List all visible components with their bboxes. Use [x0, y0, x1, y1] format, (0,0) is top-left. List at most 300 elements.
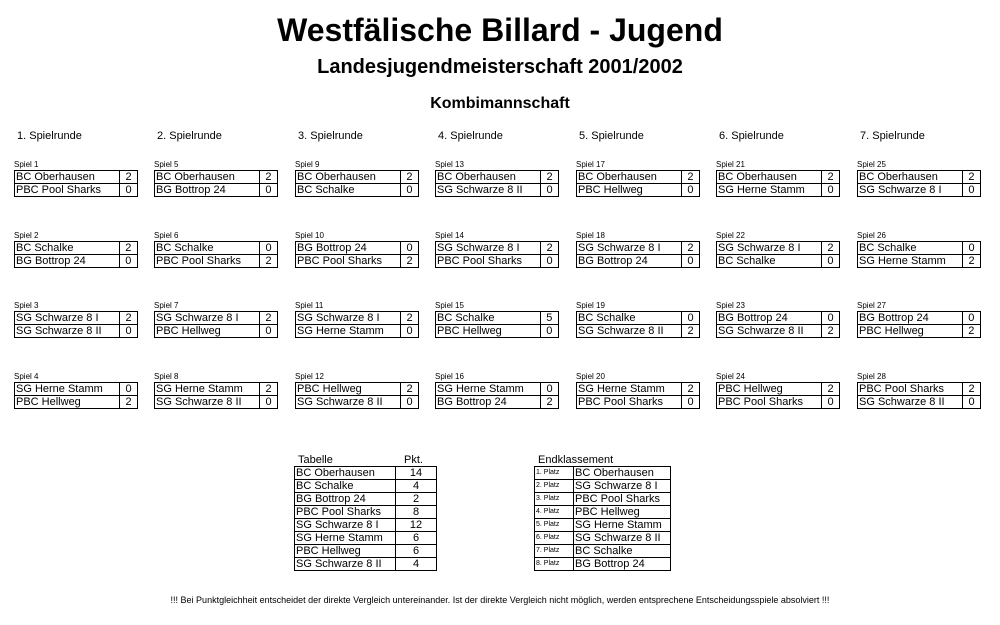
team-score: 2: [962, 325, 980, 338]
team-name: BG Bottrop 24: [296, 242, 401, 255]
final-ranking: [534, 454, 671, 571]
team-name: BC Oberhausen: [577, 171, 682, 184]
game-label: Spiel 27: [857, 301, 886, 310]
game-label: Spiel 13: [435, 160, 464, 169]
game-block: [154, 160, 278, 197]
game-row: [436, 383, 559, 396]
game-block: [295, 301, 419, 338]
game-row: [296, 383, 419, 396]
game-row: [577, 312, 700, 325]
game-row: [858, 312, 981, 325]
game-block: [435, 301, 559, 338]
game-table: [435, 311, 559, 338]
game-table: [857, 311, 981, 338]
game-block: [14, 372, 138, 409]
game-block: [716, 372, 840, 409]
standings-row: [295, 480, 437, 493]
page-subtitle: Landesjugendmeisterschaft 2001/2002: [317, 56, 683, 78]
game-block: [857, 372, 981, 409]
ranking-place: 4. Platz: [535, 506, 574, 519]
game-table: [716, 382, 840, 409]
game-table: [435, 170, 559, 197]
team-name: BC Schalke: [15, 242, 120, 255]
game-table: [295, 382, 419, 409]
game-block: [435, 231, 559, 268]
game-table: [154, 311, 278, 338]
game-table: [14, 311, 138, 338]
game-block: [154, 372, 278, 409]
game-row: [436, 242, 559, 255]
game-row: [15, 383, 138, 396]
standings-team: PBC Pool Sharks: [295, 506, 396, 519]
team-score: 2: [259, 171, 277, 184]
game-row: [15, 255, 138, 268]
standings-header: [294, 454, 436, 466]
game-block: [295, 160, 419, 197]
team-score: 0: [541, 383, 559, 396]
team-name: PBC Hellweg: [577, 184, 682, 197]
team-score: 2: [120, 312, 138, 325]
game-block: [576, 231, 700, 268]
team-score: 0: [119, 255, 137, 268]
game-row: [858, 255, 981, 268]
team-score: 0: [681, 255, 699, 268]
standings-row: [295, 506, 437, 519]
team-name: SG Schwarze 8 I: [296, 312, 401, 325]
game-row: [577, 171, 700, 184]
team-name: SG Schwarze 8 II: [717, 325, 822, 338]
ranking-row: [535, 532, 671, 545]
game-row: [15, 184, 138, 197]
game-row: [858, 184, 981, 197]
ranking-place: 5. Platz: [535, 519, 574, 532]
page-title: Westfälische Billard - Jugend: [277, 12, 723, 48]
game-row: [717, 171, 840, 184]
team-score: 2: [821, 242, 839, 255]
game-block: [716, 301, 840, 338]
team-name: PBC Pool Sharks: [296, 255, 401, 268]
team-name: BC Schalke: [296, 184, 401, 197]
team-name: BG Bottrop 24: [577, 255, 682, 268]
ranking-place: 2. Platz: [535, 480, 574, 493]
standings-row: [295, 545, 437, 558]
game-label: Spiel 23: [716, 301, 745, 310]
standings-row: [295, 519, 437, 532]
game-table: [295, 170, 419, 197]
standings-points: 6: [396, 545, 437, 558]
team-score: 2: [822, 325, 840, 338]
game-row: [717, 383, 840, 396]
standings-team: BC Schalke: [295, 480, 396, 493]
game-block: [716, 231, 840, 268]
game-block: [435, 160, 559, 197]
game-label: Spiel 10: [295, 231, 324, 240]
game-table: [576, 382, 700, 409]
game-block: [857, 301, 981, 338]
team-score: 2: [259, 312, 277, 325]
team-name: BC Oberhausen: [296, 171, 401, 184]
game-block: [857, 231, 981, 268]
game-row: [858, 242, 981, 255]
game-row: [296, 325, 419, 338]
game-block: [295, 372, 419, 409]
standings-table: [294, 454, 437, 571]
footer-note: !!! Bei Punktgleichheit entscheidet der direkte Vergleich untereinander. Ist der direkte Vergleich nicht möglich, werden entsprechene Entscheidungsspiele absolviert !!!: [170, 595, 830, 605]
game-row: [155, 325, 278, 338]
ranking-place: 3. Platz: [535, 493, 574, 506]
game-row: [577, 325, 700, 338]
team-score: 0: [401, 242, 419, 255]
game-row: [155, 383, 278, 396]
ranking-team: PBC Hellweg: [574, 506, 671, 519]
game-row: [858, 396, 981, 409]
team-name: SG Schwarze 8 I: [155, 312, 260, 325]
game-label: Spiel 7: [154, 301, 179, 310]
game-row: [155, 184, 278, 197]
final-ranking-grid: [534, 466, 671, 571]
game-table: [576, 241, 700, 268]
ranking-row: [535, 545, 671, 558]
team-score: 2: [541, 171, 559, 184]
final-ranking-title: Endklassement: [538, 454, 614, 466]
team-name: SG Schwarze 8 II: [436, 184, 541, 197]
standings-row: [295, 532, 437, 545]
game-block: [716, 160, 840, 197]
game-row: [717, 325, 840, 338]
game-row: [858, 325, 981, 338]
round-label: 3. Spielrunde: [298, 130, 363, 142]
team-score: 0: [962, 312, 980, 325]
game-row: [296, 255, 419, 268]
game-row: [436, 325, 559, 338]
ranking-team: BC Schalke: [574, 545, 671, 558]
game-row: [15, 396, 138, 409]
ranking-row: [535, 493, 671, 506]
team-score: 2: [120, 171, 138, 184]
game-row: [155, 255, 278, 268]
team-name: BC Oberhausen: [436, 171, 541, 184]
ranking-place: 8. Platz: [535, 558, 574, 571]
game-block: [154, 231, 278, 268]
game-block: [14, 301, 138, 338]
team-name: PBC Pool Sharks: [717, 396, 822, 409]
team-score: 0: [260, 242, 278, 255]
team-score: 2: [260, 383, 278, 396]
team-name: SG Schwarze 8 II: [858, 396, 963, 409]
round-label: 7. Spielrunde: [860, 130, 925, 142]
game-table: [716, 170, 840, 197]
team-score: 0: [682, 312, 700, 325]
standings-points: 2: [396, 493, 437, 506]
game-table: [857, 241, 981, 268]
team-name: PBC Hellweg: [155, 325, 260, 338]
standings-points: 14: [396, 467, 437, 480]
team-name: SG Herne Stamm: [296, 325, 401, 338]
round-label: 6. Spielrunde: [719, 130, 784, 142]
team-name: PBC Pool Sharks: [436, 255, 541, 268]
game-row: [155, 312, 278, 325]
ranking-team: SG Schwarze 8 II: [574, 532, 671, 545]
game-label: Spiel 17: [576, 160, 605, 169]
game-label: Spiel 15: [435, 301, 464, 310]
team-score: 2: [541, 396, 559, 409]
standings-points: 4: [396, 558, 437, 571]
game-label: Spiel 4: [14, 372, 39, 381]
ranking-team: SG Herne Stamm: [574, 519, 671, 532]
ranking-row: [535, 558, 671, 571]
game-block: [435, 372, 559, 409]
ranking-row: [535, 480, 671, 493]
team-name: BC Schalke: [717, 255, 822, 268]
standings-row: [295, 493, 437, 506]
team-score: 2: [962, 171, 980, 184]
standings-grid: [294, 466, 437, 571]
ranking-team: SG Schwarze 8 I: [574, 480, 671, 493]
team-score: 0: [401, 325, 419, 338]
team-name: SG Schwarze 8 II: [155, 396, 260, 409]
game-row: [436, 255, 559, 268]
game-table: [576, 311, 700, 338]
team-name: PBC Pool Sharks: [577, 396, 682, 409]
team-name: SG Schwarze 8 I: [436, 242, 541, 255]
ranking-row: [535, 506, 671, 519]
team-name: SG Herne Stamm: [717, 184, 822, 197]
game-label: Spiel 14: [435, 231, 464, 240]
game-row: [717, 184, 840, 197]
team-name: BG Bottrop 24: [436, 396, 541, 409]
team-score: 5: [540, 312, 558, 325]
team-score: 2: [400, 171, 418, 184]
round-label: 2. Spielrunde: [157, 130, 222, 142]
team-name: SG Schwarze 8 I: [15, 312, 120, 325]
round-label: 4. Spielrunde: [438, 130, 503, 142]
game-label: Spiel 3: [14, 301, 39, 310]
team-score: 0: [822, 396, 840, 409]
game-row: [155, 171, 278, 184]
team-score: 2: [822, 171, 840, 184]
game-row: [296, 171, 419, 184]
team-score: 0: [963, 396, 981, 409]
section-title: Kombimannschaft: [430, 95, 570, 112]
game-row: [717, 255, 840, 268]
team-name: SG Schwarze 8 II: [296, 396, 401, 409]
team-name: PBC Hellweg: [296, 383, 401, 396]
game-row: [436, 171, 559, 184]
game-row: [15, 325, 138, 338]
team-name: SG Herne Stamm: [436, 383, 541, 396]
game-block: [295, 231, 419, 268]
team-name: PBC Pool Sharks: [155, 255, 260, 268]
game-row: [577, 383, 700, 396]
standings-team: SG Schwarze 8 I: [295, 519, 396, 532]
game-row: [155, 396, 278, 409]
game-label: Spiel 24: [716, 372, 745, 381]
game-table: [154, 241, 278, 268]
team-score: 0: [400, 184, 418, 197]
ranking-place: 1. Platz: [535, 467, 574, 480]
standings-title: Tabelle: [298, 454, 333, 466]
team-score: 0: [401, 396, 419, 409]
game-block: [14, 231, 138, 268]
team-score: 0: [682, 396, 700, 409]
game-row: [858, 383, 981, 396]
team-score: 0: [963, 242, 981, 255]
game-row: [296, 242, 419, 255]
team-name: SG Schwarze 8 I: [858, 184, 963, 197]
game-row: [577, 255, 700, 268]
game-table: [154, 382, 278, 409]
team-name: SG Herne Stamm: [577, 383, 682, 396]
game-label: Spiel 8: [154, 372, 179, 381]
game-block: [576, 160, 700, 197]
game-table: [14, 170, 138, 197]
points-label: Pkt.: [404, 454, 423, 466]
game-row: [15, 312, 138, 325]
game-table: [14, 241, 138, 268]
game-label: Spiel 28: [857, 372, 886, 381]
game-label: Spiel 16: [435, 372, 464, 381]
ranking-team: PBC Pool Sharks: [574, 493, 671, 506]
team-name: BG Bottrop 24: [155, 184, 260, 197]
game-label: Spiel 11: [295, 301, 324, 310]
team-score: 2: [541, 242, 559, 255]
team-score: 0: [822, 312, 840, 325]
game-label: Spiel 25: [857, 160, 886, 169]
team-name: SG Schwarze 8 I: [577, 242, 682, 255]
team-score: 0: [120, 184, 138, 197]
game-row: [436, 396, 559, 409]
game-block: [154, 301, 278, 338]
game-row: [577, 184, 700, 197]
team-name: BC Oberhausen: [717, 171, 822, 184]
team-score: 2: [681, 171, 699, 184]
team-name: SG Herne Stamm: [155, 383, 260, 396]
team-score: 2: [682, 325, 700, 338]
game-block: [14, 160, 138, 197]
team-name: PBC Hellweg: [717, 383, 822, 396]
game-label: Spiel 22: [716, 231, 745, 240]
game-table: [716, 241, 840, 268]
standings-points: 4: [396, 480, 437, 493]
game-row: [436, 184, 559, 197]
team-score: 2: [401, 383, 419, 396]
game-row: [15, 242, 138, 255]
game-row: [717, 242, 840, 255]
team-score: 0: [260, 396, 278, 409]
team-name: BG Bottrop 24: [15, 255, 120, 268]
team-name: SG Schwarze 8 II: [577, 325, 682, 338]
team-score: 0: [541, 184, 559, 197]
team-name: SG Schwarze 8 II: [15, 325, 120, 338]
game-row: [858, 171, 981, 184]
game-table: [295, 241, 419, 268]
team-score: 2: [963, 383, 981, 396]
team-score: 0: [120, 383, 138, 396]
team-score: 0: [259, 325, 277, 338]
standings-row: [295, 467, 437, 480]
team-score: 0: [259, 184, 277, 197]
game-row: [717, 396, 840, 409]
game-table: [435, 241, 559, 268]
game-table: [14, 382, 138, 409]
game-label: Spiel 6: [154, 231, 179, 240]
team-score: 0: [822, 184, 840, 197]
team-score: 2: [120, 396, 138, 409]
team-name: BC Schalke: [577, 312, 682, 325]
team-score: 2: [822, 383, 840, 396]
game-block: [857, 160, 981, 197]
team-name: BC Oberhausen: [15, 171, 120, 184]
team-name: BG Bottrop 24: [858, 312, 963, 325]
game-table: [576, 170, 700, 197]
team-name: BC Oberhausen: [858, 171, 963, 184]
game-row: [717, 312, 840, 325]
team-name: SG Schwarze 8 I: [717, 242, 822, 255]
team-score: 2: [963, 255, 981, 268]
game-table: [857, 382, 981, 409]
team-name: BC Schalke: [858, 242, 963, 255]
standings-row: [295, 558, 437, 571]
game-block: [576, 372, 700, 409]
ranking-row: [535, 467, 671, 480]
standings-points: 12: [396, 519, 437, 532]
team-name: BG Bottrop 24: [717, 312, 822, 325]
team-name: PBC Hellweg: [15, 396, 120, 409]
round-label: 5. Spielrunde: [579, 130, 644, 142]
team-name: PBC Pool Sharks: [15, 184, 120, 197]
team-score: 2: [682, 383, 700, 396]
ranking-place: 7. Platz: [535, 545, 574, 558]
game-row: [296, 396, 419, 409]
team-score: 2: [119, 242, 137, 255]
game-label: Spiel 18: [576, 231, 605, 240]
game-label: Spiel 21: [716, 160, 745, 169]
game-table: [716, 311, 840, 338]
game-label: Spiel 5: [154, 160, 179, 169]
team-name: BC Schalke: [155, 242, 260, 255]
ranking-team: BC Oberhausen: [574, 467, 671, 480]
game-label: Spiel 19: [576, 301, 605, 310]
team-name: SG Herne Stamm: [15, 383, 120, 396]
standings-team: SG Schwarze 8 II: [295, 558, 396, 571]
game-label: Spiel 1: [14, 160, 39, 169]
game-table: [435, 382, 559, 409]
ranking-place: 6. Platz: [535, 532, 574, 545]
standings-team: SG Herne Stamm: [295, 532, 396, 545]
standings-points: 8: [396, 506, 437, 519]
team-score: 0: [541, 255, 559, 268]
team-score: 2: [681, 242, 699, 255]
ranking-row: [535, 519, 671, 532]
game-row: [577, 396, 700, 409]
standings-team: BC Oberhausen: [295, 467, 396, 480]
game-label: Spiel 9: [295, 160, 320, 169]
standings-team: PBC Hellweg: [295, 545, 396, 558]
game-label: Spiel 20: [576, 372, 605, 381]
team-score: 0: [120, 325, 138, 338]
game-table: [857, 170, 981, 197]
round-label: 1. Spielrunde: [17, 130, 82, 142]
team-name: PBC Hellweg: [858, 325, 963, 338]
team-score: 0: [540, 325, 558, 338]
game-row: [436, 312, 559, 325]
team-name: PBC Pool Sharks: [858, 383, 963, 396]
game-label: Spiel 2: [14, 231, 39, 240]
team-name: PBC Hellweg: [436, 325, 541, 338]
team-score: 0: [821, 255, 839, 268]
game-row: [155, 242, 278, 255]
game-row: [577, 242, 700, 255]
